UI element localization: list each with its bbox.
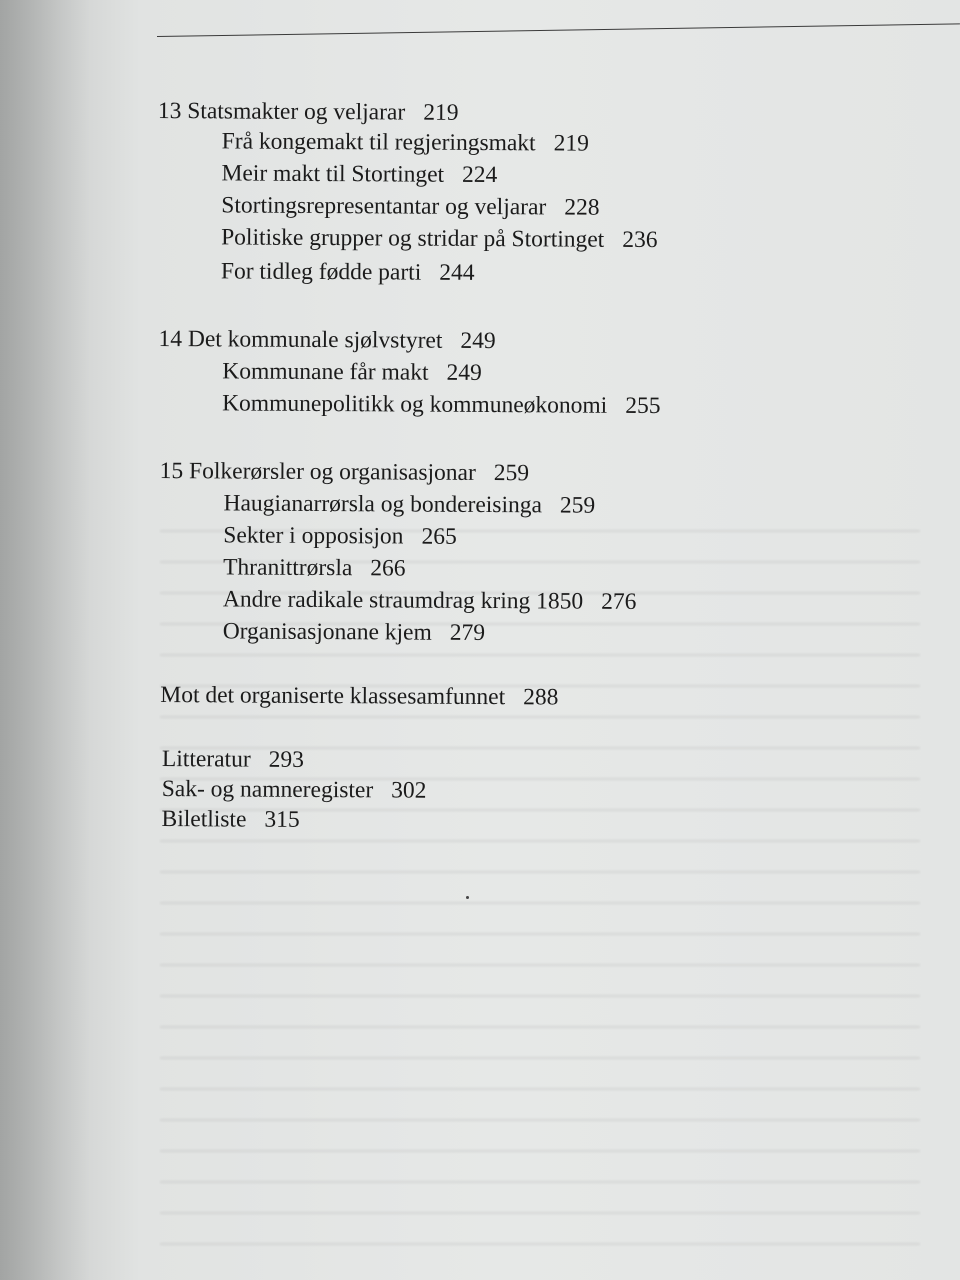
toc-entry-title: Politiske grupper og stridar på Stortinget (221, 224, 605, 253)
toc-entry-page: 244 (439, 259, 475, 286)
toc-literature (162, 744, 304, 775)
toc-entry-page: 288 (523, 684, 559, 711)
toc-chapter-13 (158, 96, 459, 128)
toc-entry-page: 259 (559, 492, 596, 519)
toc-section (221, 190, 599, 222)
toc-entry-title: Meir makt til Stortinget (221, 160, 445, 188)
toc-index (162, 774, 427, 806)
toc-section (222, 388, 661, 421)
toc-section (223, 520, 457, 551)
toc-entry-page: 249 (460, 327, 496, 355)
toc-entry-page: 224 (462, 161, 498, 189)
toc-section (222, 126, 589, 158)
toc-entry-title: Organisasjonane kjem (222, 618, 432, 646)
toc-entry-title: Kommunane får makt (222, 358, 429, 386)
toc-chapter-15 (160, 456, 530, 488)
toc-closing-chapter (160, 680, 558, 712)
stray-dot (466, 896, 469, 899)
toc-entry-page: 219 (423, 99, 459, 126)
toc-section (223, 552, 406, 583)
toc-entry-title: Stortingsrepresentantar og veljarar (221, 192, 547, 221)
toc-section (223, 488, 595, 520)
toc-entry-title: 15 Folkerørsler og organisasjonar (159, 458, 476, 486)
page-gutter-shadow (0, 0, 90, 1280)
toc-entry-title: Thranittrørsla (223, 554, 353, 582)
toc-entry-page: 249 (446, 359, 482, 386)
toc-section (223, 584, 637, 617)
toc-entry-page: 236 (622, 226, 658, 254)
toc-entry-page: 302 (391, 777, 427, 804)
toc-entry-title: Biletliste (161, 806, 247, 833)
toc-chapter-14 (158, 324, 495, 356)
toc-entry-page: 265 (421, 523, 457, 550)
toc-entry-page: 219 (553, 130, 589, 157)
toc-entry-page: 315 (264, 806, 300, 833)
toc-entry-page: 228 (564, 194, 600, 221)
toc-entry-title: 13 Statsmakter og veljarar (157, 97, 406, 126)
toc-entry-title: Frå kongemakt til regjeringsmakt (221, 128, 536, 157)
toc-entry-page: 259 (493, 460, 530, 487)
toc-entry-title: Litteratur (161, 746, 251, 773)
table-of-contents (157, 96, 918, 833)
toc-picture-list (161, 804, 299, 835)
toc-section (222, 356, 482, 388)
toc-section (221, 158, 497, 190)
toc-entry-title: Sekter i opposisjon (223, 522, 404, 550)
toc-entry-title: For tidleg fødde parti (220, 258, 422, 286)
toc-entry-page: 279 (449, 619, 486, 647)
toc-entry-title: Kommunepolitikk og kommuneøkonomi (222, 390, 608, 419)
toc-entry-title: Haugianarrørsla og bondereisinga (223, 490, 543, 519)
toc-entry-page: 255 (625, 392, 661, 420)
toc-section (221, 222, 658, 255)
toc-entry-title: Sak- og namneregister (161, 776, 374, 804)
toc-entry-title: Andre radikale straumdrag kring 1850 (222, 586, 584, 615)
toc-entry-title: 14 Det kommunale sjølvstyret (158, 326, 443, 354)
toc-entry-title: Mot det organiserte klassesamfunnet (160, 682, 506, 711)
toc-entry-page: 276 (601, 588, 637, 615)
toc-entry-page: 293 (268, 746, 305, 773)
header-rule (157, 23, 960, 37)
toc-section (223, 616, 485, 648)
toc-entry-page: 266 (370, 555, 406, 582)
toc-section (221, 256, 475, 288)
